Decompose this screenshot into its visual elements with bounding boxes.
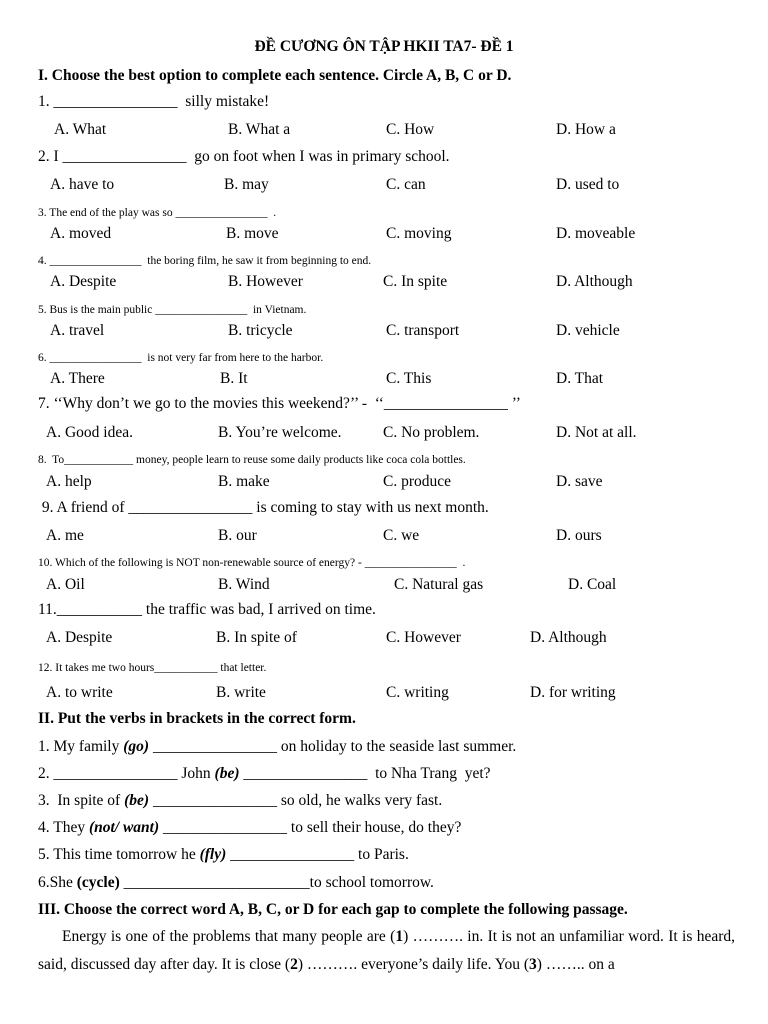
question-1-option-b[interactable]: B. What a bbox=[228, 121, 291, 138]
question-6-option-c[interactable]: C. This bbox=[386, 370, 432, 387]
question-4-option-d[interactable]: D. Although bbox=[556, 273, 633, 290]
verb-item-3-lead: 3. In spite of bbox=[38, 792, 125, 809]
question-9-text: 9. A friend of ________________ is coming to stay with us next month. bbox=[38, 499, 489, 516]
verb-item-4 bbox=[38, 818, 461, 838]
passage-text-4: ) …….. on a bbox=[536, 955, 615, 973]
question-4-option-c[interactable]: C. In spite bbox=[383, 273, 448, 290]
gap-number-2: 2 bbox=[290, 955, 298, 973]
question-8-option-c[interactable]: C. produce bbox=[383, 473, 452, 490]
question-11-option-b[interactable]: B. In spite of bbox=[216, 629, 297, 646]
question-3-option-c[interactable]: C. moving bbox=[386, 225, 452, 242]
verb-item-5-verb: (fly) bbox=[199, 846, 227, 863]
verb-item-2-verb: (be) bbox=[214, 765, 240, 782]
question-9-option-b[interactable]: B. our bbox=[218, 527, 257, 544]
question-5-option-a[interactable]: A. travel bbox=[50, 322, 105, 339]
question-2-option-c[interactable]: C. can bbox=[386, 176, 426, 193]
question-7-option-c[interactable]: C. No problem. bbox=[383, 424, 480, 441]
question-10-option-d[interactable]: D. Coal bbox=[568, 576, 617, 593]
question-8-text: 8. To____________ money, people learn to reuse some daily products like coca cola bottles. bbox=[38, 454, 466, 466]
question-5-option-b[interactable]: B. tricycle bbox=[228, 322, 293, 339]
question-6-option-d[interactable]: D. That bbox=[556, 370, 604, 387]
verb-item-6 bbox=[38, 873, 434, 893]
question-9-option-d[interactable]: D. ours bbox=[556, 527, 602, 544]
verb-item-4-lead: 4. They bbox=[38, 819, 89, 836]
verb-item-1-lead: 1. My family bbox=[38, 738, 124, 755]
question-1-option-c[interactable]: C. How bbox=[386, 121, 435, 138]
question-5-option-d[interactable]: D. vehicle bbox=[556, 322, 620, 339]
question-1-text: 1. ________________ silly mistake! bbox=[38, 93, 270, 110]
verb-item-6-lead: 6.She bbox=[38, 874, 77, 891]
gap-number-1: 1 bbox=[395, 928, 404, 945]
section-3-heading: III. Choose the correct word A, B, C, or D for each gap to complete the following passage. bbox=[38, 901, 628, 918]
question-7-option-a[interactable]: A. Good idea. bbox=[46, 424, 133, 441]
question-4-option-a[interactable]: A. Despite bbox=[50, 273, 117, 290]
verb-item-4-verb: (not/ want) bbox=[88, 819, 160, 836]
question-10-text: 10. Which of the following is NOT non-renewable source of energy? - ________________ . bbox=[38, 557, 466, 569]
question-8-option-a[interactable]: A. help bbox=[46, 473, 92, 490]
question-12-option-d[interactable]: D. for writing bbox=[530, 684, 616, 701]
question-6-text: 6. ________________ is not very far from here to the harbor. bbox=[38, 352, 324, 364]
verb-item-1-rest: ________________ on holiday to the seaside last summer. bbox=[149, 738, 517, 755]
verb-item-3-rest: ________________ so old, he walks very fast. bbox=[149, 792, 443, 809]
question-2-option-d[interactable]: D. used to bbox=[556, 176, 620, 193]
verb-item-5-rest: ________________ to Paris. bbox=[226, 846, 409, 863]
question-8-option-d[interactable]: D. save bbox=[556, 473, 603, 490]
gap-number-3: 3 bbox=[529, 955, 537, 973]
question-1-option-d[interactable]: D. How a bbox=[556, 121, 616, 138]
question-3-option-a[interactable]: A. moved bbox=[50, 225, 112, 242]
question-12-option-a[interactable]: A. to write bbox=[46, 684, 113, 701]
question-9-option-a[interactable]: A. me bbox=[46, 527, 84, 544]
passage-paragraph bbox=[38, 923, 735, 978]
question-11-option-a[interactable]: A. Despite bbox=[46, 629, 113, 646]
question-12-text: 12. It takes me two hours___________ that letter. bbox=[38, 662, 267, 674]
verb-item-3-verb: (be) bbox=[124, 792, 150, 809]
question-7-text: 7. ‘‘Why don’t we go to the movies this weekend?’’ - ‘‘________________ ’’ bbox=[38, 395, 521, 412]
question-7-option-b[interactable]: B. You’re welcome. bbox=[218, 424, 342, 441]
verb-item-2 bbox=[38, 764, 491, 784]
question-10-option-b[interactable]: B. Wind bbox=[218, 576, 270, 593]
question-4-text: 4. ________________ the boring film, he saw it from beginning to end. bbox=[38, 255, 372, 267]
question-9-option-c[interactable]: C. we bbox=[383, 527, 420, 544]
question-12-option-c[interactable]: C. writing bbox=[386, 684, 449, 701]
verb-item-6-verb: (cycle) bbox=[76, 874, 120, 891]
section-1-heading: I. Choose the best option to complete each sentence. Circle A, B, C or D. bbox=[38, 67, 512, 84]
question-2-text: 2. I ________________ go on foot when I was in primary school. bbox=[38, 148, 450, 165]
question-11-text: 11.___________ the traffic was bad, I arrived on time. bbox=[38, 601, 376, 618]
verb-item-6-rest: ________________________to school tomorrow. bbox=[119, 874, 434, 891]
question-8-option-b[interactable]: B. make bbox=[218, 473, 270, 490]
question-10-option-a[interactable]: A. Oil bbox=[46, 576, 85, 593]
verb-item-1 bbox=[38, 737, 516, 757]
verb-item-4-rest: ________________ to sell their house, do they? bbox=[159, 819, 462, 836]
question-3-text: 3. The end of the play was so ________________ . bbox=[38, 207, 277, 219]
question-1-option-a[interactable]: A. What bbox=[54, 121, 107, 138]
passage-text-1: Energy is one of the problems that many people are ( bbox=[62, 928, 396, 945]
verb-item-5 bbox=[38, 845, 409, 865]
question-11-option-d[interactable]: D. Although bbox=[530, 629, 607, 646]
question-12-option-b[interactable]: B. write bbox=[216, 684, 266, 701]
question-3-option-b[interactable]: B. move bbox=[226, 225, 279, 242]
question-7-option-d[interactable]: D. Not at all. bbox=[556, 424, 637, 441]
question-3-option-d[interactable]: D. moveable bbox=[556, 225, 636, 242]
question-6-option-b[interactable]: B. It bbox=[220, 370, 248, 387]
question-2-option-b[interactable]: B. may bbox=[224, 176, 269, 193]
page-title: ĐỀ CƯƠNG ÔN TẬP HKII TA7- ĐỀ 1 bbox=[254, 38, 514, 55]
verb-item-2-lead: 2. ________________ John bbox=[38, 765, 215, 782]
question-5-text: 5. Bus is the main public ________________ in Vietnam. bbox=[38, 304, 307, 316]
verb-item-5-lead: 5. This time tomorrow he bbox=[38, 846, 200, 863]
verb-item-3 bbox=[38, 791, 442, 811]
question-6-option-a[interactable]: A. There bbox=[50, 370, 105, 387]
question-10-option-c[interactable]: C. Natural gas bbox=[394, 576, 484, 593]
passage-text-2: ) ………. in. It is not an unfamiliar word. It is heard, said, discussed day after day. It is close ( bbox=[38, 928, 736, 973]
verb-item-1-verb: (go) bbox=[123, 738, 150, 755]
question-4-option-b[interactable]: B. However bbox=[228, 273, 303, 290]
question-11-option-c[interactable]: C. However bbox=[386, 629, 461, 646]
question-2-option-a[interactable]: A. have to bbox=[50, 176, 115, 193]
verb-item-2-rest: ________________ to Nha Trang yet? bbox=[239, 765, 491, 782]
question-5-option-c[interactable]: C. transport bbox=[386, 322, 460, 339]
section-2-heading: II. Put the verbs in brackets in the correct form. bbox=[38, 710, 356, 727]
passage-text-3: ) ………. everyone’s daily life. You ( bbox=[297, 955, 530, 973]
